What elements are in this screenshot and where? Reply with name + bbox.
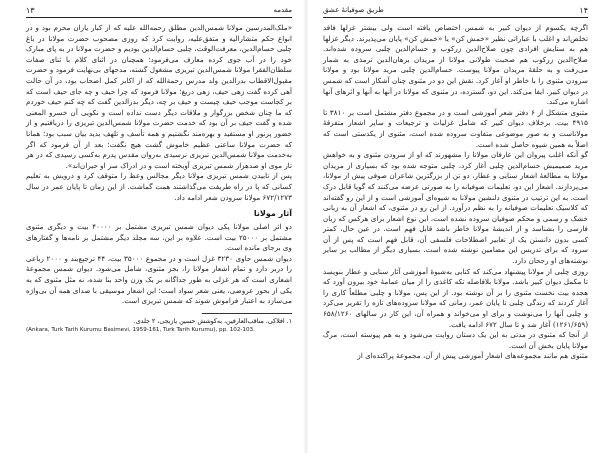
page-number: ۱۴ [579,6,588,15]
right-page-header [323,6,588,18]
footnote: ۱. افلاکی، مناقب‌العارفین، به‌کوشش حسین یازیجی، ۲ جلدی. [133,317,292,325]
page-number: ۱۳ [26,6,35,15]
paragraph: دو اثر اصلی مولانا یکی دیوان شمس تبریزی مشتمل بر ۴۰۰۰۰ بیت و دیگری مثنوی مشتمل بر ۲۵۰۰۰ بیت است. علاوه بر این، سه مجلد دیگر مشتمل بر نامه‌ها و گفتارهای وی برجای مانده است. [26,222,292,253]
footnote-citation: (Ankara, Turk Tarih Kurumu Basimevi, 1959-161, Turk Tarih Kurumu), pp. 102-103. [26,326,255,333]
right-page [306,0,612,453]
section-title: آثار مولانا [253,209,292,219]
paragraph: مثنوی هم مانند مجموعه‌های اشعار آموزشی پیش از آن، مجموعهٔ پراکنده‌ای از [357,351,588,361]
left-page-body [26,23,292,334]
paragraph: مثنوی متشکل از ۶ دفتر شعر آموزشی است و در مجموع دفتر مشتمل است بر ۳۸۱۰ تا ۴۹۱۵ بیت. برخلاف دیوان کبیر که شامل غزلیات و ترجیعات و سایر اشعار متفرقهٔ مولاناست و به صور موضوعی متفاوت سروده شده است، مثنوی از یکدستی است که اصلاً به همین شیوه حاصل شده است. [323,107,588,149]
paragraph: از آنجا که مثنوی در مدتی به این یک دستان روایت می‌شود و به هم پیوسته است، مرگ مولانا پایان بخش آن است. [323,330,588,350]
paragraph: اگرچه یکسوم از دیوان کبیر به شمس اختصاص یافته است ولی بیشتر غزلها فاقد تخلص‌اند و اغلب با عباراتی نظیر «خمش کن» یا «خمش کن» پایان می‌پذیرند. دیگر غزلها هم به ستایش افرادی چون صلاح‌الدین زرکوب و حسام‌الدین چلبی سروده شده‌اند. صلاح‌الدین زرکوب هم صحبت طولانی مولانا از مریدان برهان‌الدین ترمذی به شمار می‌رفت و به حلقهٔ مریدان مولانا پیوست. حسام‌الدین چلبی مرید مولانا بود و مولانا سرودن مثنوی را با خاطر او آغاز کرد. نقش این دو در مثنوی چنان آشکار است که شمس در دیوان کبیر. ایفا می‌کند. این دو، گسترده، در مثنوی که مولانا در آنها به آنها و اثرهای آنها اشاره می‌کند. [323,23,588,107]
running-head: مقدمه [273,6,292,14]
paragraph: گو آنکه اغلب پیروان این عارفان مولانا را مشهورند که او از سرودن مثنوی و به خواهش مرید صمیمیش حسام‌الدین چلبی آغاز کرد، چلبی متوجه شده بود که بسیاری از مریدان مولانا به مطالعهٔ اشعار سنایی و عطار، دو تن از بزرگترین شاعران صوفی پیش از مولانا، می‌پردازند. اشعار این دو، تعلیمات صوفیانه را به صورتی عرضه می‌کنند که گویا قابل درک است. به این ترتیب در مثنوی دلنشین مولانا به شیوه‌ای آموزشی است و از این رو گفته‌اند که کلاسیک تعلیمات صوفیانه را به نظم درآورد. از این رو در مثنوی، که اشعار آن به زبانی خشک و رسمی و محکم صوفیان سروده نشده است، این نوع اشعار برای هرکس که زبان فارسی را بشناسد و از اندیشهٔ مولانا خاطر باشد قابل فهم است. در عین حال، کمتر کسی بدون دانستن یک از تعابیر اصطلاحات فلسفی آن، قابل فهم است که پس از آن سرود که برای تدریس این مضامین نوشته شده است. بسیاری دیگر از مطالب بر سایر نوشته‌های او رجحان دارد. [323,150,588,266]
right-page-body [323,23,588,362]
book-gutter [303,0,309,453]
paragraph: «ملک‌المدرسین مولانا شمس‌الدین مطلق رحمه‌الله علیه که از کبار یاران محرم بود و در انواع حکم متشارالیه و متفق‌علیه، روایت کرد که روزی مصحوب حضرت مولانا در باغ چلبی حسام‌الدین، معرفت‌الوقت، چلبی حسام‌الدین بودیم و حضرت مولانا در به پای مبارک خود را در آب جوی کرده معارف می‌فرمود؛ همچنان در اثنای کلام با ثنای صفات سلطان‌الفقرا مولانا شمس‌الدین تبریزی مشغول گشته، مدحهای بی‌نهایت فرمود و حضرت مقبول‌الاقطاب بدرالدین ولد مدرس رحمة‌الله که از اکابر کمل اصحاب بود، در آن حالت آهی کرده گفت زهی حیف، زهی دریغ؛ مولانا فرمود که چرا حیف و چه جای حیف است که بر کجاست موجب حیف چیست و حیف بر چه، دیگر بدرالدین گفت که چه کنم حیف خوردم که ما چنان شخص بزرگوار و ملاقات دیگر دست نداده است و نکویی آن خسرو المعنی شده و گفت حیف بر آن بود که خدمت حضرت مولانا شمس‌الدین تبریزی را دریافتیم و از حضور پرنور او مستفید و بهره‌مند نگشتیم و همه تأسف و تلهف بدید بیان سبب بود؛ همانا که حضرت مولانا ساعتی عظیم خاموش گشت هیچ نگفت؛ بعد از آن فرمود که اگر به‌خدمت مولانا شمس‌الدین تبریزی نرسیدی به‌روان مقدس پدرم به‌کسی رسیدی که در هر تار موی او صدهزار شمس تبریزی آویخته است و در ادراک سر او حیران‌اند». [26,23,292,170]
paragraph: دیوان شمس حاوی ۳۲۳۰ غزل است و در مجموع ۳۵۰۰۰ بیت، ۴۴ ترجیع‌بند و ۲۰۰۰ رباعی را دربر دارد و تمام اشعار مولانا را، بجز مثنوی، شامل می‌شود. دیوان شمس مجموعهٔ اشعاری است که هر غزلی به طور جداگانه بر یک وزن واحد بنا شده، نه مثل مثنوی که به یکی از بحور عروضی، یعنی شعر سواد است؛ این اشعار موسیقی با صدای همه آن بی‌واژه می‌سازد به اعتبار فراموش شوند که شمس تبریزی است. [26,253,292,306]
paragraph: پس از تابیدن شمس تبریزی مولانا دیگر مجالس وعظ را متوقف کرد و درویش به تعلیم کسانی که پا در راه طریقت می‌گذاشتند همت گماشت. از این زمان تا پایان عمر در سال ۶۷۲/۱۲۷۳ مولانا سرودن شعر ادامه داد. [26,171,292,202]
footnote-divider [202,313,292,314]
running-head: طریق صوفیانهٔ عشق [323,6,384,14]
paragraph: روزی چلبی از مولانا پیشنهاد می‌کند که کتابی به‌شیوهٔ آموزشی آثار سنایی و عطار بنویسد تا مکمل دیوان کبیر باشد. مولانا بلافاصله تکه کاغذی را از میان عمامهٔ خود بیرون آورد که هجده بیت نخست مثنوی را بر آن نوشته بود. از این پس، مولانا و چلبی مطلعاً کاری را آغاز کردند که زندگی چلبی تا پایان عمر، زمانی که مولانا سروده‌های تازه را تقریر می‌کرد و چلبی آنها را می‌نوشت و برای او می‌خواند و همراه آن، این کار در سالهای ۶۵۸/۱۲۶۰ (۱۲۶۱/۶۵۹) آغاز شد و تا سال ۶۷۲ ادامه یافت. [323,266,588,329]
left-page-header [26,6,292,18]
